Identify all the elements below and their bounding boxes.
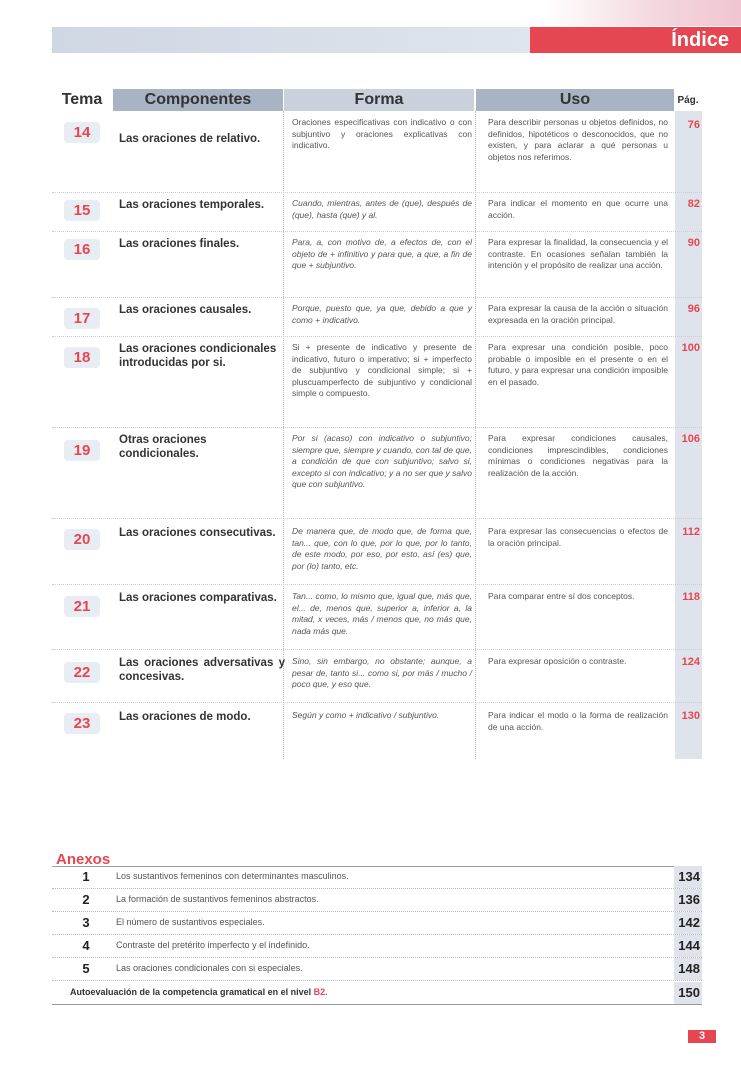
page-number: 3 (688, 1030, 716, 1043)
forma-text: Porque, puesto que, ya que, debido a que y como + indicativo. (292, 303, 472, 325)
tema-title: Las oraciones comparativas. (119, 592, 277, 604)
anexo-text: Los sustantivos femeninos con determinantes masculinos. (116, 871, 349, 881)
page-link[interactable]: 130 (681, 710, 700, 722)
anexo-page[interactable]: 136 (674, 889, 702, 911)
page-link[interactable]: 106 (681, 433, 700, 445)
uso-text: Para indicar el modo o la forma de realización de una acción. (488, 710, 668, 732)
tema-number: 19 (64, 440, 100, 461)
tema-title: Las oraciones adversativas y concesivas. (119, 657, 285, 683)
forma-text: Oraciones especificativas con indicativo o con subjuntivo y oraciones explicativas con indicativo. (292, 117, 472, 150)
page-link[interactable]: 118 (682, 591, 700, 603)
anexo-row[interactable] (52, 866, 702, 889)
uso-text: Para expresar la causa de la acción o situación expresada en la oración principal. (488, 303, 668, 325)
uso-text: Para indicar el momento en que ocurre una acción. (488, 198, 668, 220)
column-header-forma: Forma (284, 89, 474, 111)
tema-title: Las oraciones causales. (119, 304, 252, 316)
autoevaluacion-page[interactable]: 150 (674, 982, 702, 1004)
uso-text: Para expresar oposición o contraste. (488, 656, 627, 666)
page-link[interactable]: 124 (681, 656, 700, 668)
row-divider (52, 192, 702, 193)
tema-number: 23 (64, 713, 100, 734)
anexo-number: 3 (82, 915, 90, 930)
row-divider (52, 231, 702, 232)
autoevaluacion-text (70, 987, 328, 997)
column-header-uso: Uso (476, 89, 674, 111)
uso-text: Para expresar una condición posible, poco probable o imposible en el presente o en el futuro, y para expresar una condición imposible en el pasado. (488, 342, 668, 387)
section-title: Índice (671, 29, 729, 51)
uso-text: Para expresar las consecuencias o efectos de la oración principal. (488, 526, 668, 548)
tema-number: 18 (64, 347, 100, 368)
top-decorative-band (52, 27, 530, 53)
tema-number: 14 (64, 122, 100, 143)
uso-text: Para expresar la finalidad, la consecuencia y el contraste. En ocasiones señalan también la intención y el propósito de realizar una acción. (488, 237, 668, 270)
anexo-page[interactable]: 148 (674, 958, 702, 980)
anexo-row[interactable] (52, 912, 702, 935)
anexo-text: Contraste del pretérito imperfecto y el indefinido. (116, 940, 310, 950)
autoevaluacion-level: B2. (313, 987, 328, 997)
anexo-number: 5 (82, 961, 90, 976)
row-divider (52, 518, 702, 519)
anexo-row[interactable] (52, 958, 702, 981)
forma-text: Según y como + indicativo / subjuntivo. (292, 710, 440, 720)
tema-title: Las oraciones consecutivas. (119, 527, 276, 539)
forma-text: Para, a, con motivo de, a efectos de, con el objeto de + infinitivo y para que, a que, a fin de que + subjuntivo. (292, 237, 472, 270)
row-divider (52, 649, 702, 650)
uso-text: Para describir personas u objetos definidos, no definidos, hipotéticos o desconocidos, que no existen, y para aclarar a qué personas u objetos nos referimos. (488, 117, 668, 162)
tema-title: Las oraciones de relativo. (119, 133, 261, 145)
autoevaluacion-label: Autoevaluación de la competencia gramatical en el nivel (70, 987, 314, 997)
anexo-page[interactable]: 142 (674, 912, 702, 934)
anexo-page[interactable]: 134 (674, 866, 702, 888)
tema-number: 16 (64, 239, 100, 260)
column-header-tema: Tema (52, 89, 112, 112)
anexo-number: 1 (82, 869, 90, 884)
uso-text: Para comparar entre sí dos conceptos. (488, 591, 635, 601)
anexo-text: La formación de sustantivos femeninos abstractos. (116, 894, 319, 904)
tema-title: Otras oraciones condicionales. (119, 434, 207, 460)
column-divider (475, 111, 476, 759)
anexo-text: Las oraciones condicionales con si especiales. (116, 963, 303, 973)
anexo-row[interactable] (52, 935, 702, 958)
tema-title: Las oraciones de modo. (119, 711, 251, 723)
tema-number: 21 (64, 596, 100, 617)
tema-number: 22 (64, 662, 100, 683)
top-accent-gradient (545, 0, 741, 26)
anexo-number: 2 (82, 892, 90, 907)
anexo-page[interactable]: 144 (674, 935, 702, 957)
tema-title: Las oraciones temporales. (119, 199, 265, 211)
tema-number: 20 (64, 529, 100, 550)
page-link[interactable]: 100 (681, 342, 700, 354)
tema-title: Las oraciones finales. (119, 238, 240, 250)
column-header-pag: Pág. (677, 94, 699, 106)
row-divider (52, 427, 702, 428)
page-link[interactable]: 90 (687, 237, 700, 249)
page-link[interactable]: 112 (682, 526, 700, 538)
forma-text: De manera que, de modo que, de forma que, tan... que, con lo que, por lo que, por lo tanto, de este modo, por eso, por esto, así (es) que, por (lo) tanto, etc. (292, 526, 472, 571)
anexo-row[interactable] (52, 889, 702, 912)
column-header-componentes: Componentes (113, 89, 283, 111)
row-divider (52, 336, 702, 337)
section-header-bar (530, 27, 741, 53)
tema-number: 15 (64, 200, 100, 221)
page-link[interactable]: 82 (687, 198, 700, 210)
row-divider (52, 702, 702, 703)
tema-title: Las oraciones condicionales introducidas por si. (119, 343, 277, 369)
tema-number: 17 (64, 308, 100, 329)
anexos-title: Anexos (56, 851, 111, 868)
row-divider (52, 584, 702, 585)
uso-text: Para expresar condiciones causales, condiciones imprescindibles, condiciones mínimas o condiciones negativas para la realización de la acción. (488, 433, 668, 478)
page-link[interactable]: 96 (687, 303, 700, 315)
page-link[interactable]: 76 (687, 119, 700, 131)
forma-text: Por si (acaso) con indicativo o subjuntivo; siempre que, siempre y cuando, con tal de que, a condición de que con subjuntivo; salvo si, excepto si con indicativo; y a no ser que y salvo que con subjuntivo. (292, 433, 472, 489)
anexo-number: 4 (82, 938, 90, 953)
forma-text: Tan... como, lo mismo que, igual que, más que, el... de, menos que, superior a, inferior a, la mitad, x veces, más / menos que, no más que, nada más que. (292, 591, 472, 636)
autoevaluacion-row[interactable] (52, 982, 702, 1005)
row-divider (52, 297, 702, 298)
forma-text: Cuando, mientras, antes de (que), después de (que), hasta (que) y al. (292, 198, 472, 220)
forma-text: Si + presente de indicativo y presente de indicativo, futuro o imperativo; si + imperfecto de subjuntivo y condicional simple; si + pluscuamperfecto de subjuntivo y condicional simple o compuesto. (292, 342, 472, 398)
anexo-text: El número de sustantivos especiales. (116, 917, 265, 927)
forma-text: Sino, sin embargo, no obstante; aunque, a pesar de, tanto si... como si, por más / mucho / poco que, y eso que. (292, 656, 472, 689)
